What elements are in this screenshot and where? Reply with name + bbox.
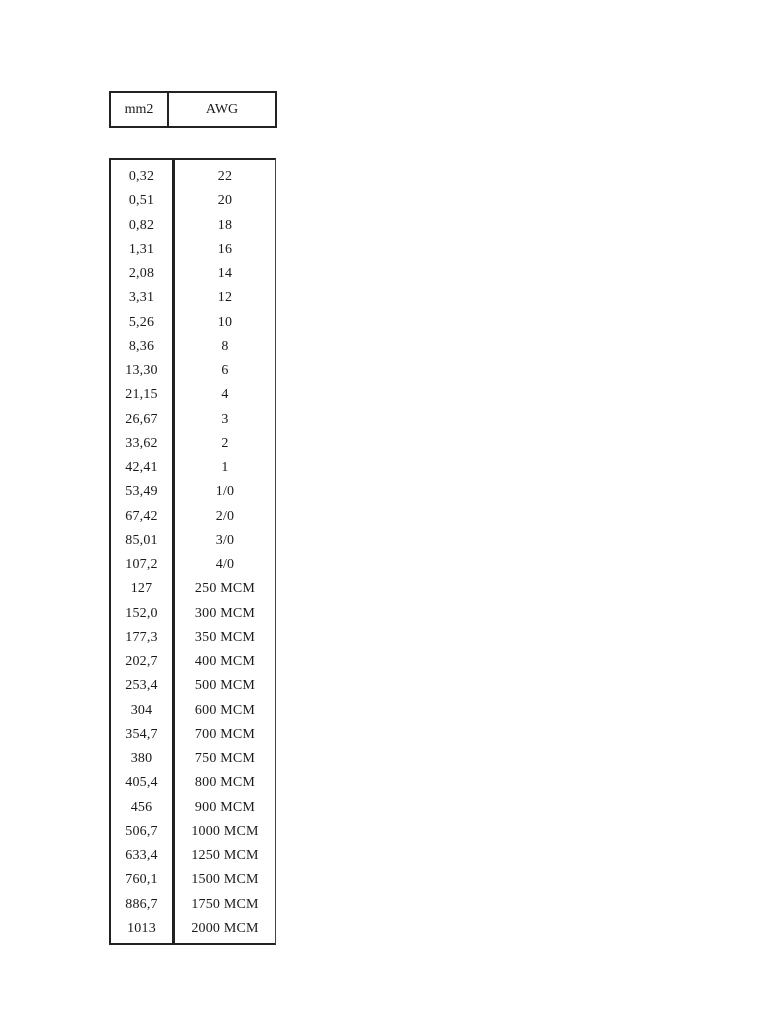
table-row (111, 553, 275, 577)
mm2-cell: 1,31 (128, 241, 155, 257)
awg-cell: 1 (221, 460, 229, 476)
table-row (111, 165, 275, 189)
mm2-cell: 253,4 (125, 678, 158, 694)
awg-cell: 250 MCM (194, 581, 256, 597)
mm2-cell: 107,2 (125, 557, 158, 573)
mm2-cell: 886,7 (125, 896, 158, 912)
awg-cell: 4 (221, 387, 229, 403)
mm2-cell: 405,4 (125, 775, 158, 791)
awg-cell: 22 (217, 169, 233, 185)
awg-cell: 300 MCM (194, 605, 256, 621)
table-row (111, 917, 275, 941)
awg-cell: 750 MCM (194, 751, 256, 767)
table-row (111, 311, 275, 335)
awg-cell: 2/0 (215, 508, 235, 524)
awg-cell: 1000 MCM (191, 823, 259, 839)
mm2-cell: 42,41 (125, 460, 158, 476)
awg-cell: 2 (221, 435, 229, 451)
awg-cell: 1250 MCM (191, 848, 259, 864)
awg-cell: 6 (221, 363, 229, 379)
awg-cell: 350 MCM (194, 629, 256, 645)
awg-cell: 500 MCM (194, 678, 256, 694)
table-row (111, 432, 275, 456)
awg-cell: 3/0 (215, 532, 235, 548)
table-row (111, 844, 275, 868)
table-row (111, 529, 275, 553)
table-row (111, 456, 275, 480)
awg-cell: 600 MCM (194, 702, 256, 718)
mm2-cell: 0,32 (128, 169, 155, 185)
mm2-cell: 53,49 (125, 484, 158, 500)
mm2-cell: 456 (130, 799, 153, 815)
table-row (111, 674, 275, 698)
table-row (111, 480, 275, 504)
awg-cell: 700 MCM (194, 726, 256, 742)
table-row (111, 771, 275, 795)
mm2-cell: 85,01 (125, 532, 158, 548)
table-row (111, 650, 275, 674)
mm2-cell: 304 (130, 702, 153, 718)
header-awg: AWG (205, 101, 239, 117)
table-row (111, 238, 275, 262)
awg-cell: 12 (217, 290, 233, 306)
mm2-cell: 760,1 (125, 872, 158, 888)
awg-cell: 3 (221, 411, 229, 427)
mm2-cell: 380 (130, 751, 153, 767)
awg-cell: 18 (217, 217, 233, 233)
mm2-cell: 633,4 (125, 848, 158, 864)
table-row (111, 868, 275, 892)
mm2-cell: 177,3 (125, 629, 158, 645)
mm2-cell: 21,15 (125, 387, 158, 403)
table-row (111, 286, 275, 310)
mm2-cell: 2,08 (128, 266, 155, 282)
table-row (111, 699, 275, 723)
mm2-cell: 127 (130, 581, 153, 597)
awg-cell: 1750 MCM (191, 896, 259, 912)
mm2-cell: 202,7 (125, 654, 158, 670)
mm2-cell: 5,26 (128, 314, 155, 330)
mm2-cell: 1013 (127, 920, 156, 936)
mm2-cell: 3,31 (128, 290, 155, 306)
mm2-cell: 26,67 (125, 411, 158, 427)
table-row (111, 820, 275, 844)
awg-cell: 800 MCM (194, 775, 256, 791)
mm2-cell: 13,30 (125, 363, 158, 379)
mm2-cell: 0,51 (128, 193, 155, 209)
mm2-cell: 354,7 (125, 726, 158, 742)
table-row (111, 359, 275, 383)
table-row (111, 577, 275, 601)
table-body (111, 165, 275, 941)
awg-cell: 900 MCM (194, 799, 256, 815)
header-mm2: mm2 (111, 93, 169, 126)
awg-cell: 400 MCM (194, 654, 256, 670)
table-row (111, 602, 275, 626)
mm2-cell: 152,0 (125, 605, 158, 621)
table-row (111, 796, 275, 820)
mm2-cell: 67,42 (125, 508, 158, 524)
table-row (111, 383, 275, 407)
table-row (111, 723, 275, 747)
table-row (111, 335, 275, 359)
table-row (111, 893, 275, 917)
mm2-cell: 0,82 (128, 217, 155, 233)
table-row (111, 262, 275, 286)
table-row (111, 214, 275, 238)
table-row (111, 505, 275, 529)
mm2-cell: 33,62 (125, 435, 158, 451)
table-row (111, 626, 275, 650)
table-row (111, 189, 275, 213)
awg-cell: 8 (221, 338, 229, 354)
awg-cell: 2000 MCM (191, 920, 259, 936)
awg-cell: 10 (217, 314, 233, 330)
awg-cell: 14 (217, 266, 233, 282)
awg-cell: 1500 MCM (191, 872, 259, 888)
conversion-table (109, 158, 276, 945)
header-table (109, 91, 277, 128)
table-row (111, 408, 275, 432)
awg-cell: 20 (217, 193, 233, 209)
awg-cell: 16 (217, 241, 233, 257)
mm2-cell: 506,7 (125, 823, 158, 839)
mm2-cell: 8,36 (128, 338, 155, 354)
table-row (111, 747, 275, 771)
awg-cell: 1/0 (215, 484, 235, 500)
awg-cell: 4/0 (215, 557, 235, 573)
